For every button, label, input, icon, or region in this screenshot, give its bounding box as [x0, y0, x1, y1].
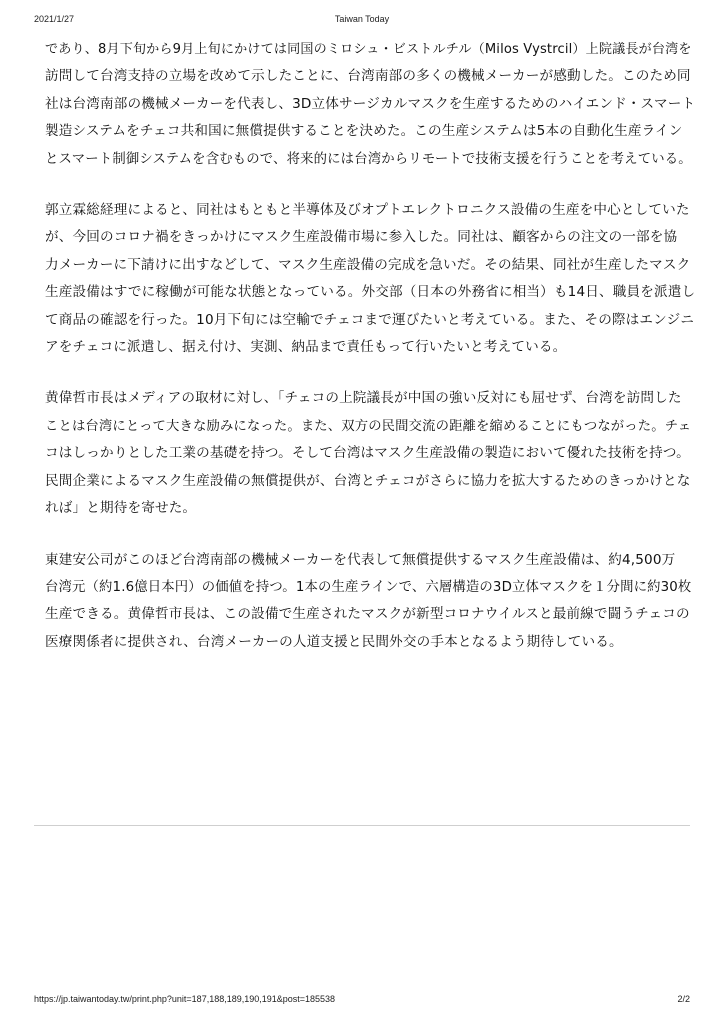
text-line: とスマート制御システムを含むもので、将来的には台湾からリモートで技術支援を行うことを考えている。 — [45, 151, 692, 167]
text-line: て商品の確認を行った。10月下旬には空輸でチェコまで運びたいと考えている。また、その際はエンジニ — [45, 311, 695, 328]
text-line: 民間企業によるマスク生産設備の無償提供が、台湾とチェコがさらに協力を拡大するためのきっかけとな — [45, 472, 691, 489]
text-line: 力メーカーに下請けに出すなどして、マスク生産設備の完成を急いだ。その結果、同社が生産したマスク — [45, 256, 691, 273]
text-line: 訪問して台湾支持の立場を改めて示したことに、台湾南部の多くの機械メーカーが感動した。このため同 — [45, 68, 691, 85]
article-body — [45, 36, 695, 680]
text-line: 医療関係者に提供され、台湾メーカーの人道支援と民間外交の手本となるよう期待している。 — [45, 633, 623, 650]
paragraph — [45, 385, 695, 522]
paragraph — [45, 197, 695, 361]
text-line: 生産できる。黄偉哲市長は、この設備で生産されたマスクが新型コロナウイルスと最前線で闘うチェコの — [45, 606, 690, 623]
text-line: 東建安公司がこのほど台湾南部の機械メーカーを代表して無償提供するマスク生産設備は、約4,500万 — [45, 551, 676, 568]
text-line: 製造システムをチェコ共和国に無償提供することを決めた。この生産システムは5本の自動化生産ライン — [45, 123, 683, 140]
paragraph — [45, 547, 695, 657]
text-line: であり、8月下旬から9月上旬にかけては同国のミロシュ・ビストルチル（Milos Vystrcil）上院議長が台湾を — [45, 42, 692, 57]
print-footer — [34, 994, 690, 1008]
text-line: ことは台湾にとって大きな励みになった。また、双方の民間交流の距離を縮めることにもつながった。チェ — [45, 418, 692, 434]
text-line: が、今回のコロナ禍をきっかけにマスク生産設備市場に参入した。同社は、顧客からの注文の一部を協 — [45, 229, 678, 246]
text-line: れば」と期待を寄せた。 — [45, 500, 197, 517]
text-line: 社は台湾南部の機械メーカーを代表し、3D立体サージカルマスクを生産するためのハイエンド・スマート — [45, 95, 696, 112]
text-line: 生産設備はすでに稼働が可能な状態となっている。外交部（日本の外務省に相当）も14日、職員を派遣し — [45, 284, 696, 301]
page-number: 2/2 — [677, 994, 690, 1004]
text-line: 郭立霖総経理によると、同社はもともと半導体及びオプトエレクトロニクス設備の生産を中心としていた — [45, 202, 690, 219]
text-line: 台湾元（約1.6億日本円）の価値を持つ。1本の生産ラインで、六層構造の3D立体マスクを１分間に約30枚 — [45, 579, 692, 595]
divider — [34, 825, 690, 826]
text-line: アをチェコに派遣し、据え付け、実測、納品まで責任もって行いたいと考えている。 — [45, 339, 567, 356]
text-line: 黄偉哲市長はメディアの取材に対し、「チェコの上院議長が中国の強い反対にも屈せず、台湾を訪問した — [45, 390, 682, 407]
paragraph — [45, 36, 695, 173]
page-url: https://jp.taiwantoday.tw/print.php?unit=187,188,189,190,191&post=185538 — [34, 994, 336, 1004]
print-title: Taiwan Today — [334, 14, 390, 24]
text-line: コはしっかりとした工業の基礎を持つ。そして台湾はマスク生産設備の製造において優れた技術を持つ。 — [45, 445, 690, 462]
print-date: 2021/1/27 — [34, 14, 75, 24]
print-header — [34, 14, 690, 28]
